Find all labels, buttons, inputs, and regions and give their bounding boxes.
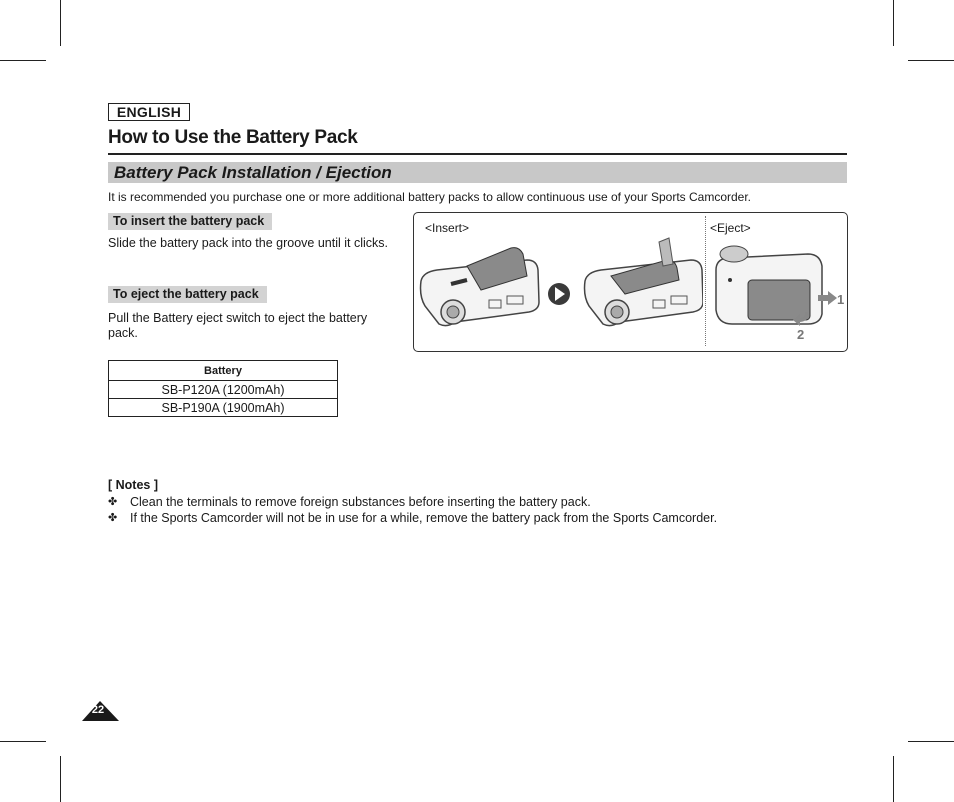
list-item <box>108 511 717 525</box>
table-row <box>109 381 338 399</box>
illustration-divider <box>705 216 706 346</box>
eject-text <box>108 311 367 341</box>
eject-heading: To eject the battery pack <box>108 286 267 303</box>
crop-mark <box>60 756 61 802</box>
insert-label: <Insert> <box>425 221 470 235</box>
curved-arrow-icon <box>792 311 812 327</box>
bullet-icon: ✤ <box>108 496 118 508</box>
intro-text: It is recommended you purchase one or more additional battery packs to allow continuous use of your Sports Camcorder. <box>108 190 752 204</box>
step-1-label: 1 <box>837 292 845 307</box>
crop-mark <box>908 60 954 61</box>
arrow-right-icon <box>818 290 838 306</box>
crop-mark <box>893 756 894 802</box>
section-title: Battery Pack Installation / Ejection <box>114 163 392 182</box>
insert-text: Slide the battery pack into the groove until it clicks. <box>108 236 389 250</box>
arrow-right-icon <box>548 283 570 305</box>
eject-text-line1: Pull the Battery eject switch to eject the battery <box>108 311 368 325</box>
note-text: If the Sports Camcorder will not be in use for a while, remove the battery pack from the Sports Camcorder. <box>130 511 718 525</box>
crop-mark <box>0 741 46 742</box>
insert-heading: To insert the battery pack <box>108 213 272 230</box>
page-title: How to Use the Battery Pack <box>108 127 358 148</box>
camcorder-after-icon <box>585 238 704 326</box>
title-divider <box>108 153 847 155</box>
battery-model: SB-P120A (1200mAh) <box>109 381 338 399</box>
step-2-label: 2 <box>797 327 805 342</box>
crop-mark <box>60 0 61 46</box>
crop-mark <box>0 60 46 61</box>
notes-heading: [ Notes ] <box>108 478 158 492</box>
eject-text-line2: pack. <box>108 326 138 340</box>
list-item <box>108 495 591 509</box>
crop-mark <box>893 0 894 46</box>
battery-table-header: Battery <box>109 361 338 381</box>
crop-mark <box>908 741 954 742</box>
page-number: 22 <box>91 704 105 716</box>
language-badge: ENGLISH <box>108 103 190 121</box>
insert-illustration <box>415 236 703 344</box>
battery-model: SB-P190A (1900mAh) <box>109 399 338 417</box>
table-row <box>109 399 338 417</box>
note-text: Clean the terminals to remove foreign substances before inserting the battery pack. <box>130 495 591 509</box>
eject-label: <Eject> <box>710 221 751 235</box>
battery-table <box>108 360 338 417</box>
bullet-icon: ✤ <box>108 512 118 524</box>
camcorder-before-icon <box>421 248 540 326</box>
